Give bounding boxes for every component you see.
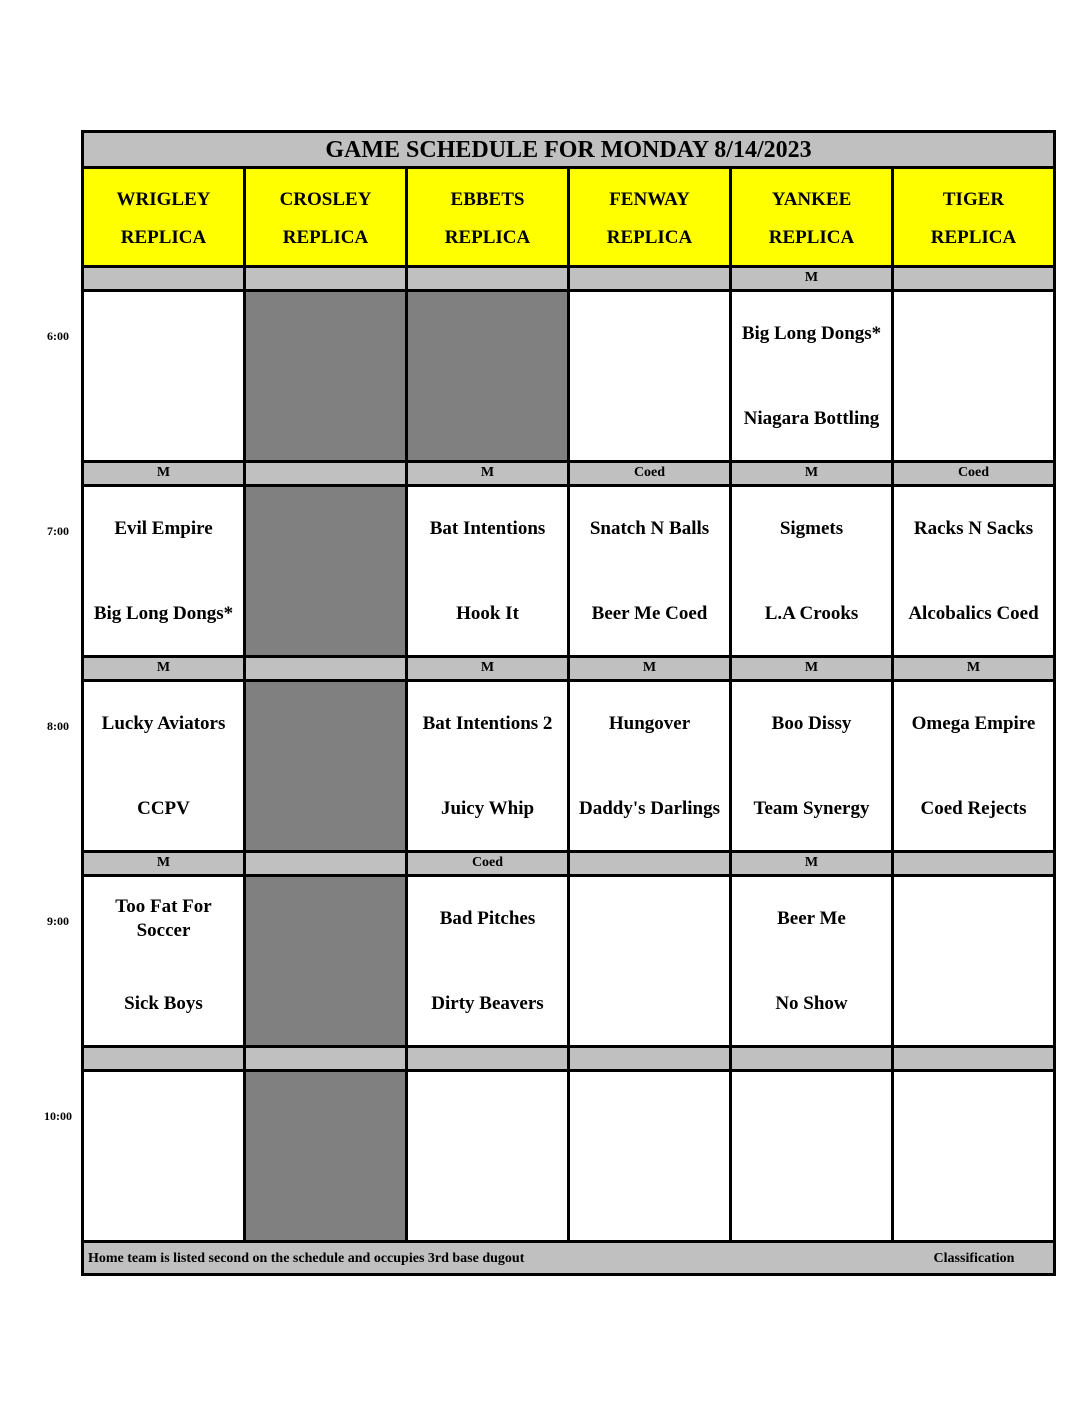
classification-cell xyxy=(246,658,405,679)
game-cell xyxy=(894,292,1053,460)
park-subtitle: REPLICA xyxy=(606,227,693,248)
park-header-wrigley xyxy=(84,169,243,265)
schedule-table xyxy=(81,130,1056,1276)
game-cell xyxy=(570,877,729,1045)
game-cell xyxy=(570,1072,729,1240)
classification-cell: Coed xyxy=(570,463,729,484)
park-header-yankee xyxy=(732,169,891,265)
home-team: Hook It xyxy=(456,603,519,624)
game-cell xyxy=(408,487,567,655)
park-subtitle: REPLICA xyxy=(120,227,207,248)
classification-cell: M xyxy=(84,658,243,679)
unavailable-slot xyxy=(246,1072,405,1240)
classification-cell xyxy=(570,853,729,874)
home-team: Sick Boys xyxy=(124,993,203,1014)
home-team: Juicy Whip xyxy=(440,798,535,819)
footer-note: Home team is listed second on the schedule and occupies 3rd base dugout xyxy=(88,1251,525,1266)
home-team: Dirty Beavers xyxy=(431,993,544,1014)
park-name: WRIGLEY xyxy=(116,189,211,210)
game-cell xyxy=(570,682,729,850)
classification-cell xyxy=(246,463,405,484)
away-team: Sigmets xyxy=(779,518,844,539)
unavailable-slot xyxy=(246,682,405,850)
time-label: 10:00 xyxy=(44,1109,72,1123)
away-team: Bat Intentions 2 xyxy=(422,713,553,734)
classification-cell: M xyxy=(732,268,891,289)
classification-cell: M xyxy=(408,463,567,484)
unavailable-slot xyxy=(246,877,405,1045)
classification-cell: Coed xyxy=(408,853,567,874)
unavailable-slot xyxy=(408,292,567,460)
classification-cell xyxy=(84,1048,243,1069)
park-subtitle: REPLICA xyxy=(444,227,531,248)
home-team: Beer Me Coed xyxy=(591,603,708,624)
game-cell xyxy=(732,877,891,1045)
time-label: 6:00 xyxy=(47,329,69,343)
classification-cell: M xyxy=(84,463,243,484)
home-team: Coed Rejects xyxy=(920,798,1027,819)
game-cell xyxy=(570,487,729,655)
game-cell xyxy=(894,877,1053,1045)
classification-cell: M xyxy=(408,658,567,679)
park-subtitle: REPLICA xyxy=(768,227,855,248)
classification-cell xyxy=(246,853,405,874)
park-name: TIGER xyxy=(942,189,1005,210)
game-cell xyxy=(570,292,729,460)
game-cell xyxy=(84,292,243,460)
home-team: Alcobalics Coed xyxy=(908,603,1039,624)
park-header-crosley xyxy=(246,169,405,265)
time-label: 7:00 xyxy=(47,524,69,538)
park-header-tiger xyxy=(894,169,1053,265)
footer-classification: Classification xyxy=(933,1251,1015,1266)
classification-cell xyxy=(570,1048,729,1069)
classification-cell: M xyxy=(84,853,243,874)
away-team: Big Long Dongs* xyxy=(741,323,882,344)
home-team: L.A Crooks xyxy=(764,603,859,624)
classification-cell xyxy=(894,268,1053,289)
classification-cell xyxy=(246,268,405,289)
game-cell xyxy=(408,1072,567,1240)
park-name: FENWAY xyxy=(609,189,690,210)
away-team: Bat Intentions xyxy=(429,518,546,539)
classification-cell: M xyxy=(732,463,891,484)
home-team: Team Synergy xyxy=(753,798,870,819)
unavailable-slot xyxy=(246,292,405,460)
away-team: Bad Pitches xyxy=(439,908,536,929)
classification-cell: M xyxy=(894,658,1053,679)
classification-cell xyxy=(894,853,1053,874)
park-name: EBBETS xyxy=(450,189,525,210)
home-team: No Show xyxy=(775,993,848,1014)
home-team: CCPV xyxy=(137,798,190,819)
unavailable-slot xyxy=(246,487,405,655)
time-label: 9:00 xyxy=(47,914,69,928)
game-cell xyxy=(408,877,567,1045)
game-cell xyxy=(84,682,243,850)
away-team: Beer Me xyxy=(777,908,846,929)
game-cell xyxy=(84,487,243,655)
park-header-ebbets xyxy=(408,169,567,265)
away-team: Boo Dissy xyxy=(771,713,852,734)
game-cell xyxy=(84,1072,243,1240)
schedule-title: GAME SCHEDULE FOR MONDAY 8/14/2023 xyxy=(84,133,1053,166)
classification-cell xyxy=(570,268,729,289)
time-label: 8:00 xyxy=(47,719,69,733)
classification-cell: M xyxy=(732,853,891,874)
park-subtitle: REPLICA xyxy=(282,227,369,248)
game-cell xyxy=(894,487,1053,655)
away-team: Omega Empire xyxy=(911,713,1036,734)
park-subtitle: REPLICA xyxy=(930,227,1017,248)
home-team: Niagara Bottling xyxy=(743,408,880,429)
away-team: Hungover xyxy=(608,713,691,734)
game-cell xyxy=(84,877,243,1045)
away-team: Racks N Sacks xyxy=(913,518,1034,539)
away-team: Evil Empire xyxy=(114,518,213,539)
away-team: Too Fat For Soccer xyxy=(115,896,212,941)
classification-cell: M xyxy=(732,658,891,679)
park-header-fenway xyxy=(570,169,729,265)
park-name: YANKEE xyxy=(771,189,852,210)
away-team: Snatch N Balls xyxy=(589,518,710,539)
classification-cell xyxy=(84,268,243,289)
classification-cell: M xyxy=(570,658,729,679)
game-cell xyxy=(732,1072,891,1240)
classification-cell xyxy=(894,1048,1053,1069)
away-team: Lucky Aviators xyxy=(101,713,226,734)
classification-cell xyxy=(408,268,567,289)
classification-cell xyxy=(246,1048,405,1069)
game-cell xyxy=(732,682,891,850)
classification-cell xyxy=(408,1048,567,1069)
game-cell xyxy=(408,682,567,850)
game-cell xyxy=(732,487,891,655)
classification-cell xyxy=(732,1048,891,1069)
home-team: Big Long Dongs* xyxy=(93,603,234,624)
footer-bar xyxy=(84,1243,1053,1273)
game-cell xyxy=(732,292,891,460)
classification-cell: Coed xyxy=(894,463,1053,484)
home-team: Daddy's Darlings xyxy=(579,798,720,819)
game-cell xyxy=(894,1072,1053,1240)
park-name: CROSLEY xyxy=(279,189,372,210)
game-cell xyxy=(894,682,1053,850)
